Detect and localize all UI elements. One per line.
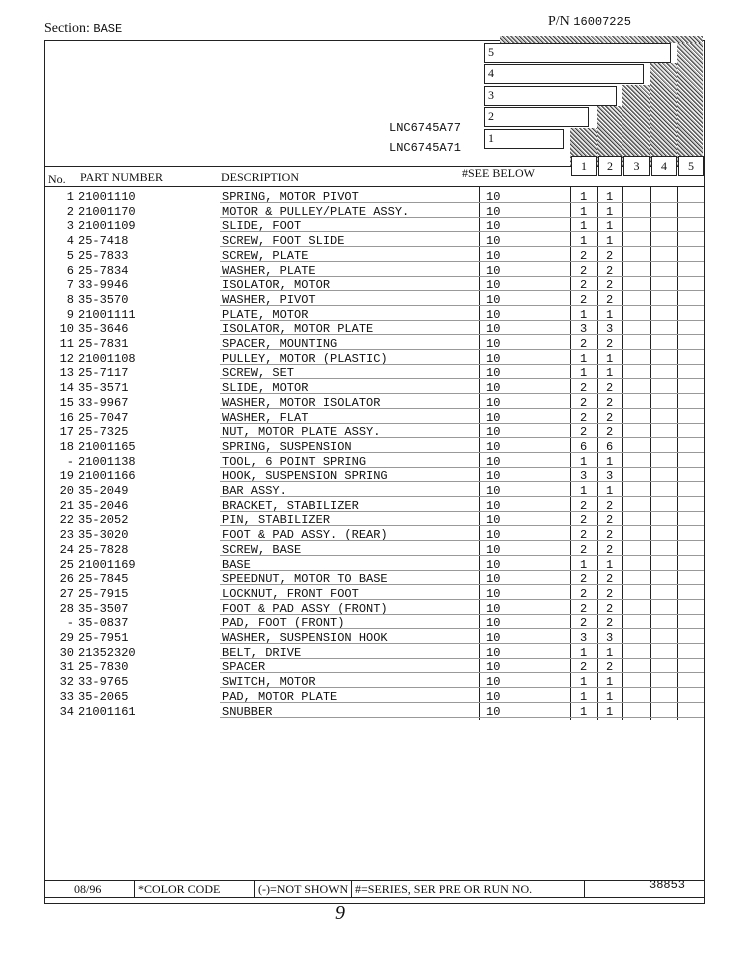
see-below-value: 10: [486, 586, 501, 601]
qty-model-2: 2: [606, 601, 614, 616]
qty-model-1: 2: [580, 248, 588, 263]
qty-model-2: 2: [606, 425, 614, 440]
qty-model-1: 1: [580, 689, 588, 704]
model-box-1: 1: [484, 129, 564, 149]
qty-model-2: 1: [606, 454, 614, 469]
qty-model-1: 2: [580, 498, 588, 513]
part-description: NUT, MOTOR PLATE ASSY.: [222, 425, 381, 440]
part-number: 21001109: [78, 219, 136, 234]
part-number: 35-3507: [78, 601, 129, 616]
item-number: -: [66, 616, 74, 631]
qty-col-header-4: 4: [651, 156, 677, 176]
row-rule: [220, 467, 704, 468]
col-header-description: DESCRIPTION: [221, 170, 300, 184]
col-header-see-below: #SEE BELOW: [462, 166, 535, 180]
part-number: 21001165: [78, 439, 136, 454]
item-number: 28: [59, 601, 74, 616]
part-number: 35-3570: [78, 292, 129, 307]
see-below-value: 10: [486, 395, 501, 410]
see-below-value: 10: [486, 660, 501, 675]
part-description: FOOT & PAD ASSY (FRONT): [222, 601, 388, 616]
qty-model-2: 2: [606, 660, 614, 675]
model-box-4: 4: [484, 64, 644, 84]
qty-model-1: 2: [580, 263, 588, 278]
model-label-bottom: LNC6745A71: [389, 141, 462, 155]
part-description: SCREW, BASE: [222, 542, 302, 557]
part-number: 25-7325: [78, 425, 129, 440]
qty-model-2: 1: [606, 689, 614, 704]
part-description: SCREW, PLATE: [222, 248, 309, 263]
item-number: 7: [66, 278, 74, 293]
part-number: 35-3646: [78, 322, 129, 337]
part-description: SPACER, MOUNTING: [222, 337, 338, 351]
item-number: 3: [66, 219, 74, 234]
row-rule: [220, 481, 704, 482]
qty-model-2: 2: [606, 542, 614, 557]
section-value: BASE: [93, 22, 123, 36]
qty-model-2: 2: [606, 395, 614, 410]
part-description: FOOT & PAD ASSY. (REAR): [222, 528, 388, 543]
see-below-value: 10: [486, 219, 501, 234]
qty-model-1: 1: [580, 645, 588, 660]
part-number: 25-7845: [78, 572, 129, 587]
part-description: LOCKNUT, FRONT FOOT: [222, 586, 359, 601]
part-description: BELT, DRIVE: [222, 645, 302, 660]
pn-label: P/N: [548, 14, 570, 29]
part-number: 35-2065: [78, 689, 129, 704]
item-number: 10: [59, 322, 74, 337]
qty-model-1: 1: [580, 366, 588, 381]
row-rule: [220, 290, 704, 291]
item-number: 21: [59, 498, 74, 513]
qty-model-2: 1: [606, 204, 614, 219]
see-below-value: 10: [486, 484, 501, 498]
see-below-value: 10: [486, 469, 501, 484]
part-number: 25-7047: [78, 410, 129, 425]
qty-model-1: 2: [580, 542, 588, 557]
qty-model-1: 2: [580, 513, 588, 528]
see-below-value: 10: [486, 689, 501, 704]
qty-col-header-2: 2: [598, 156, 622, 176]
item-number: 31: [59, 660, 74, 675]
qty-model-2: 3: [606, 631, 614, 645]
item-number: 20: [59, 484, 74, 498]
footer-code: 38853: [649, 878, 686, 892]
qty-model-2: 2: [606, 410, 614, 425]
see-below-value: 10: [486, 439, 501, 454]
part-description: PIN, STABILIZER: [222, 513, 331, 528]
section-label: Section:: [44, 21, 90, 36]
row-rule: [220, 423, 704, 424]
part-description: SLIDE, FOOT: [222, 219, 302, 234]
row-rule: [220, 246, 704, 247]
qty-model-1: 3: [580, 469, 588, 484]
item-number: 18: [59, 439, 74, 454]
item-number: 25: [59, 557, 74, 572]
row-rule: [220, 202, 704, 203]
part-number: 21001138: [78, 454, 136, 469]
model-box-5: 5: [484, 43, 671, 63]
header-rule-bottom: [44, 186, 704, 187]
qty-model-1: 1: [580, 454, 588, 469]
part-description: SWITCH, MOTOR: [222, 675, 316, 690]
see-below-value: 10: [486, 557, 501, 572]
qty-model-1: 2: [580, 381, 588, 396]
part-number: 21001170: [78, 204, 136, 219]
row-rule: [220, 525, 704, 526]
model-box-3: 3: [484, 86, 617, 106]
item-number: 6: [66, 263, 74, 278]
section-heading: [44, 21, 122, 37]
qty-model-2: 2: [606, 498, 614, 513]
row-rule: [220, 452, 704, 453]
part-number: 25-7833: [78, 248, 129, 263]
part-description: SCREW, SET: [222, 366, 295, 381]
see-below-value: 10: [486, 498, 501, 513]
qty-model-1: 2: [580, 572, 588, 587]
part-number: 25-7418: [78, 234, 129, 249]
see-below-value: 10: [486, 337, 501, 351]
part-number: 25-7828: [78, 542, 129, 557]
qty-model-2: 1: [606, 219, 614, 234]
footer-divider: [134, 881, 135, 897]
qty-model-2: 2: [606, 248, 614, 263]
see-below-value: 10: [486, 601, 501, 616]
part-description: SPEEDNUT, MOTOR TO BASE: [222, 572, 388, 587]
part-number: 21001161: [78, 704, 136, 719]
see-below-value: 10: [486, 204, 501, 219]
qty-model-1: 1: [580, 704, 588, 719]
row-rule: [220, 511, 704, 512]
qty-model-1: 1: [580, 307, 588, 322]
part-number: 35-3571: [78, 381, 129, 396]
part-description: WASHER, MOTOR ISOLATOR: [222, 395, 381, 410]
qty-model-1: 2: [580, 425, 588, 440]
qty-model-2: 3: [606, 322, 614, 337]
qty-model-1: 6: [580, 439, 588, 454]
part-description: WASHER, FLAT: [222, 410, 309, 425]
qty-model-2: 1: [606, 307, 614, 322]
part-number: 25-7915: [78, 586, 129, 601]
staircase-shade-col4: [650, 63, 677, 166]
qty-model-1: 2: [580, 586, 588, 601]
part-description: PAD, FOOT (FRONT): [222, 616, 345, 631]
part-description: PLATE, MOTOR: [222, 307, 309, 322]
model-box-2: 2: [484, 107, 589, 127]
item-number: 15: [59, 395, 74, 410]
see-below-value: 10: [486, 263, 501, 278]
row-rule: [220, 364, 704, 365]
see-below-value: 10: [486, 381, 501, 396]
item-number: 30: [59, 645, 74, 660]
item-number: 22: [59, 513, 74, 528]
part-number: 25-7830: [78, 660, 129, 675]
see-below-value: 10: [486, 190, 501, 204]
part-description: SPRING, MOTOR PIVOT: [222, 190, 359, 204]
part-number: 35-2046: [78, 498, 129, 513]
row-rule: [220, 437, 704, 438]
item-number: 33: [59, 689, 74, 704]
part-number: 21001108: [78, 351, 136, 366]
qty-model-1: 1: [580, 484, 588, 498]
footer-date: 08/96: [74, 882, 102, 896]
part-number: 33-9765: [78, 675, 129, 690]
qty-model-1: 1: [580, 204, 588, 219]
qty-model-2: 6: [606, 439, 614, 454]
see-below-value: 10: [486, 292, 501, 307]
qty-model-2: 2: [606, 586, 614, 601]
row-rule: [220, 540, 704, 541]
part-number: 35-2052: [78, 513, 129, 528]
qty-model-1: 1: [580, 219, 588, 234]
qty-model-1: 2: [580, 395, 588, 410]
item-number: 26: [59, 572, 74, 587]
qty-model-2: 1: [606, 190, 614, 204]
item-number: 13: [59, 366, 74, 381]
part-description: WASHER, PIVOT: [222, 292, 316, 307]
see-below-value: 10: [486, 351, 501, 366]
see-below-value: 10: [486, 366, 501, 381]
qty-model-2: 1: [606, 351, 614, 366]
item-number: 16: [59, 410, 74, 425]
qty-model-1: 2: [580, 278, 588, 293]
qty-model-2: 2: [606, 381, 614, 396]
item-number: 27: [59, 586, 74, 601]
staircase-shade-top: [500, 36, 703, 43]
qty-model-2: 3: [606, 469, 614, 484]
row-rule: [220, 643, 704, 644]
row-rule: [220, 305, 704, 306]
qty-model-2: 1: [606, 675, 614, 690]
col-header-part-number: PART NUMBER: [80, 170, 163, 184]
row-rule: [220, 628, 704, 629]
item-number: 24: [59, 542, 74, 557]
row-rule: [220, 687, 704, 688]
row-rule: [220, 217, 704, 218]
qty-model-1: 1: [580, 675, 588, 690]
item-number: 12: [59, 351, 74, 366]
see-below-value: 10: [486, 675, 501, 690]
row-rule: [220, 672, 704, 673]
part-number: 21001169: [78, 557, 136, 572]
staircase-shade-col5: [677, 43, 703, 166]
row-rule: [220, 658, 704, 659]
footer-color-code: *COLOR CODE: [138, 882, 221, 896]
footer-divider: [254, 881, 255, 897]
qty-model-2: 2: [606, 513, 614, 528]
see-below-value: 10: [486, 410, 501, 425]
row-rule: [220, 584, 704, 585]
qty-col-header-5: 5: [678, 156, 704, 176]
qty-model-1: 1: [580, 351, 588, 366]
part-description: SLIDE, MOTOR: [222, 381, 309, 396]
part-number: 21352320: [78, 645, 136, 660]
qty-model-2: 1: [606, 484, 614, 498]
row-rule: [220, 570, 704, 571]
see-below-value: 10: [486, 645, 501, 660]
item-number: 17: [59, 425, 74, 440]
qty-model-1: 2: [580, 660, 588, 675]
item-number: 4: [66, 234, 74, 249]
see-below-value: 10: [486, 528, 501, 543]
row-rule: [220, 334, 704, 335]
see-below-value: 10: [486, 542, 501, 557]
qty-model-2: 2: [606, 528, 614, 543]
qty-model-1: 1: [580, 234, 588, 249]
item-number: 19: [59, 469, 74, 484]
part-description: WASHER, SUSPENSION HOOK: [222, 631, 388, 645]
qty-model-2: 2: [606, 263, 614, 278]
part-number: 25-7834: [78, 263, 129, 278]
row-rule: [220, 320, 704, 321]
part-number: 21001166: [78, 469, 136, 484]
part-number: 25-7951: [78, 631, 129, 645]
part-description: SCREW, FOOT SLIDE: [222, 234, 345, 249]
staircase-shade-col3: [622, 85, 650, 166]
item-number: 9: [66, 307, 74, 322]
qty-model-2: 2: [606, 292, 614, 307]
qty-model-2: 1: [606, 234, 614, 249]
row-rule: [220, 276, 704, 277]
footer-bar: [44, 880, 704, 898]
item-number: -: [66, 454, 74, 469]
part-number-heading: [548, 14, 631, 30]
see-below-value: 10: [486, 307, 501, 322]
model-label-top: LNC6745A77: [389, 121, 462, 135]
qty-model-1: 2: [580, 528, 588, 543]
footer-not-shown: (-)=NOT SHOWN: [258, 882, 349, 896]
see-below-value: 10: [486, 616, 501, 631]
row-rule: [220, 702, 704, 703]
qty-model-2: 2: [606, 616, 614, 631]
qty-model-2: 2: [606, 337, 614, 351]
pn-value: 16007225: [573, 15, 631, 29]
qty-col-header-1: 1: [571, 156, 597, 176]
qty-model-1: 1: [580, 557, 588, 572]
row-rule: [220, 555, 704, 556]
part-number: 25-7831: [78, 337, 129, 351]
item-number: 32: [59, 675, 74, 690]
page-number: 9: [335, 902, 345, 924]
row-rule: [220, 231, 704, 232]
part-description: PAD, MOTOR PLATE: [222, 689, 338, 704]
part-description: WASHER, PLATE: [222, 263, 316, 278]
part-number: 35-2049: [78, 484, 129, 498]
row-rule: [220, 261, 704, 262]
item-number: 14: [59, 381, 74, 396]
part-description: PULLEY, MOTOR (PLASTIC): [222, 351, 388, 366]
row-rule: [220, 408, 704, 409]
part-number: 21001111: [78, 307, 136, 322]
item-number: 1: [66, 190, 74, 204]
part-number: 33-9967: [78, 395, 129, 410]
qty-col-header-3: 3: [623, 156, 650, 176]
part-description: SPRING, SUSPENSION: [222, 439, 352, 454]
footer-divider: [584, 881, 585, 897]
part-description: SPACER: [222, 660, 266, 675]
qty-model-1: 2: [580, 410, 588, 425]
qty-model-2: 1: [606, 366, 614, 381]
part-description: BASE: [222, 557, 251, 572]
footer-divider: [351, 881, 352, 897]
qty-model-2: 2: [606, 278, 614, 293]
qty-model-1: 2: [580, 616, 588, 631]
qty-model-2: 2: [606, 572, 614, 587]
row-rule: [220, 614, 704, 615]
see-below-value: 10: [486, 248, 501, 263]
qty-model-2: 1: [606, 557, 614, 572]
see-below-value: 10: [486, 631, 501, 645]
qty-model-1: 3: [580, 322, 588, 337]
part-description: ISOLATOR, MOTOR PLATE: [222, 322, 374, 337]
row-rule: [220, 378, 704, 379]
see-below-value: 10: [486, 234, 501, 249]
item-number: 23: [59, 528, 74, 543]
row-rule: [220, 496, 704, 497]
part-number: 25-7117: [78, 366, 129, 381]
see-below-value: 10: [486, 513, 501, 528]
qty-model-1: 2: [580, 292, 588, 307]
see-below-value: 10: [486, 278, 501, 293]
see-below-value: 10: [486, 454, 501, 469]
item-number: 8: [66, 292, 74, 307]
qty-model-2: 1: [606, 704, 614, 719]
see-below-value: 10: [486, 425, 501, 440]
row-rule: [220, 349, 704, 350]
part-number: 33-9946: [78, 278, 129, 293]
row-rule: [220, 393, 704, 394]
see-below-value: 10: [486, 704, 501, 719]
part-description: BRACKET, STABILIZER: [222, 498, 359, 513]
col-header-no: No.: [48, 172, 66, 186]
part-description: BAR ASSY.: [222, 484, 287, 498]
footer-series: #=SERIES, SER PRE OR RUN NO.: [355, 882, 533, 896]
item-number: 29: [59, 631, 74, 645]
row-rule: [220, 599, 704, 600]
item-number: 34: [59, 704, 74, 719]
part-number: 35-0837: [78, 616, 129, 631]
part-number: 21001110: [78, 190, 136, 204]
item-number: 2: [66, 204, 74, 219]
part-number: 35-3020: [78, 528, 129, 543]
part-description: SNUBBER: [222, 704, 273, 719]
item-number: 11: [59, 337, 74, 351]
part-description: HOOK, SUSPENSION SPRING: [222, 469, 388, 484]
qty-model-1: 2: [580, 337, 588, 351]
part-description: ISOLATOR, MOTOR: [222, 278, 331, 293]
qty-model-2: 1: [606, 645, 614, 660]
item-number: 5: [66, 248, 74, 263]
qty-model-1: 1: [580, 190, 588, 204]
see-below-value: 10: [486, 322, 501, 337]
see-below-value: 10: [486, 572, 501, 587]
part-description: MOTOR & PULLEY/PLATE ASSY.: [222, 204, 410, 219]
qty-model-1: 3: [580, 631, 588, 645]
part-description: TOOL, 6 POINT SPRING: [222, 454, 367, 469]
row-rule: [220, 717, 704, 718]
qty-model-1: 2: [580, 601, 588, 616]
